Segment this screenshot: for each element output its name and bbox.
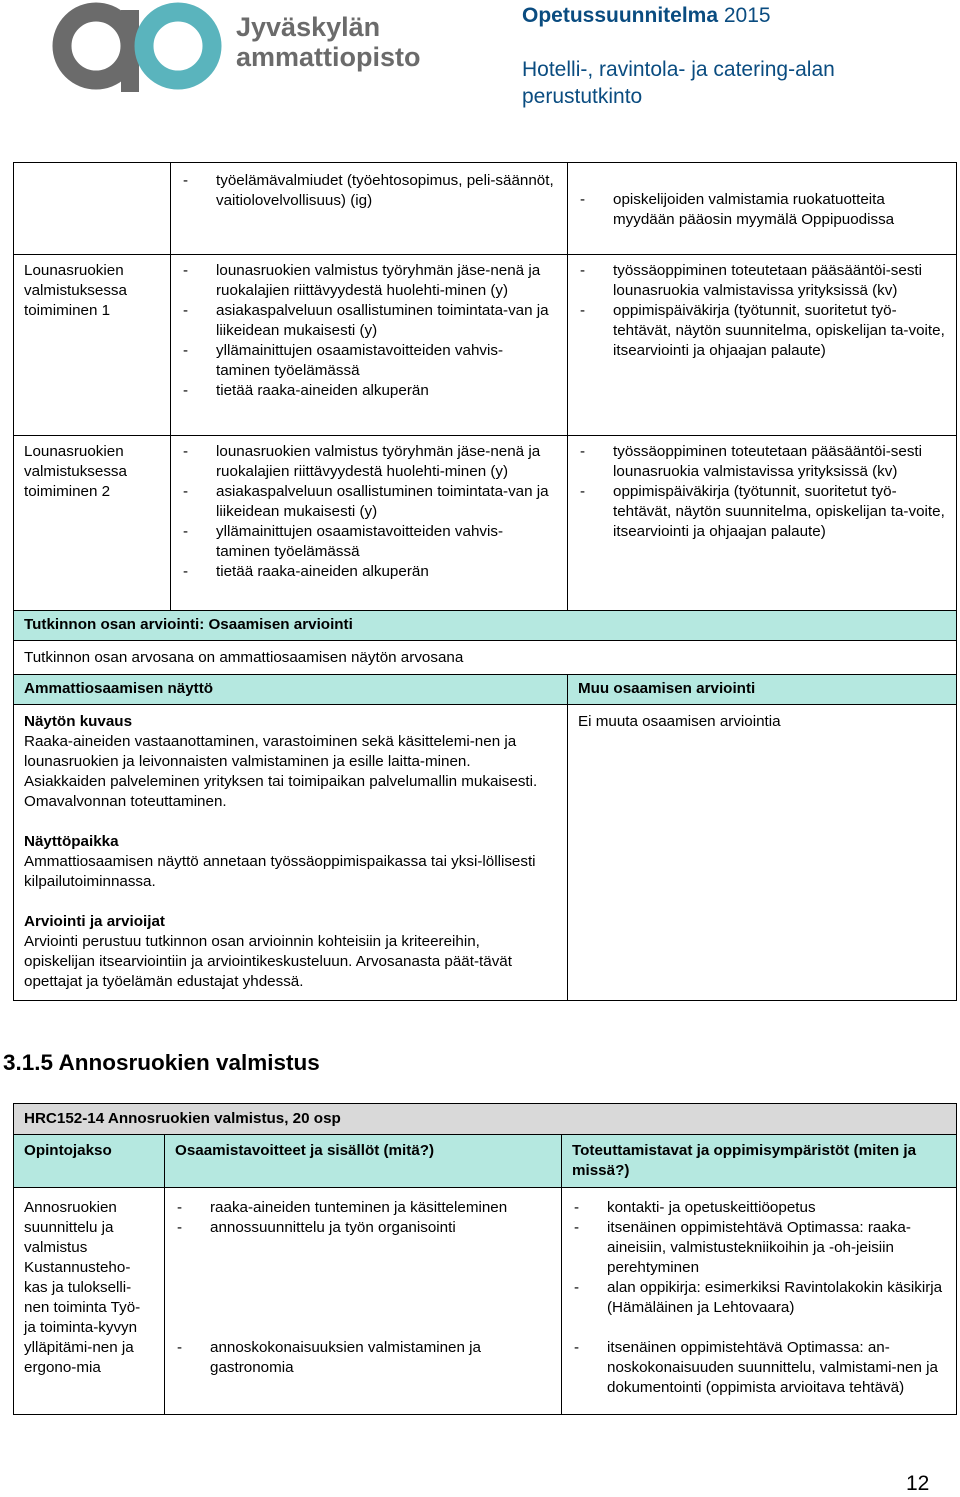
list-item: - raaka-aineiden tunteminen ja käsitteleminen — [175, 1198, 551, 1218]
course-name: Lounasruokien valmistuksessa toimiminen 1 — [14, 255, 171, 436]
method-list — [578, 261, 946, 361]
list-item: - oppimispäiväkirja (työtunnit, suoritetut työ-tehtävät, näytön suunnitelma, opiskelijan ta-voite, itsearviointi ja ohjaajan palaute) — [578, 482, 946, 542]
unit-title: HRC152-14 Annosruokien valmistus, 20 osp — [14, 1104, 957, 1135]
table-row — [14, 436, 957, 611]
header-goals: Osaamistavoitteet ja sisällöt (mitä?) — [165, 1135, 562, 1188]
list-item: - annoskokonaisuuksien valmistaminen ja gastronomia — [175, 1338, 551, 1378]
list-item: - tietää raaka-aineiden alkuperän — [181, 562, 557, 582]
demo-details — [14, 705, 568, 1001]
list-item: - itsenäinen oppimistehtävä Optimassa: an-noskokonaisuuden suunnittelu, valmistami-nen ja dokumentointi (oppimista arvioitava tehtävä) — [572, 1338, 946, 1398]
study-unit-table — [13, 162, 957, 1001]
table-row — [14, 641, 957, 675]
course-name: Lounasruokien valmistuksessa toimiminen 2 — [14, 436, 171, 611]
annosruoka-table — [13, 1103, 957, 1415]
demo-place-text: Ammattiosaamisen näyttö annetaan työssäoppimispaikassa tai yksi-löllisesti kilpailutoiminnassa. — [24, 853, 536, 890]
list-item: - lounasruokien valmistus työryhmän jäse-nenä ja ruokalajien riittävyydestä huolehti-minen (y) — [181, 261, 557, 301]
section-title: 3.1.5 Annosruokien valmistus — [3, 1050, 320, 1075]
logo — [48, 0, 428, 96]
header-opintojakso: Opintojakso — [14, 1135, 165, 1188]
list-item: - annossuunnittelu ja työn organisointi — [175, 1218, 551, 1238]
list-item: - työelämävalmiudet (työehtosopimus, peli-säännöt, vaitiolovelvollisuus) (ig) — [181, 171, 557, 211]
list-item: - yllämainittujen osaamistavoitteiden vahvis-taminen työelämässä — [181, 522, 557, 562]
table-row — [14, 675, 957, 705]
header-methods: Toteuttamistavat ja oppimisympäristöt (miten ja missä?) — [562, 1135, 957, 1188]
grade-note: Tutkinnon osan arvosana on ammattiosaamisen näytön arvosana — [14, 641, 957, 675]
content-list — [181, 261, 557, 401]
list-item: - alan oppikirja: esimerkiksi Ravintolakokin käsikirja (Hämäläinen ja Lehtovaara) — [572, 1278, 946, 1318]
list-item: - yllämainittujen osaamistavoitteiden vahvis-taminen työelämässä — [181, 341, 557, 381]
title-bold: Opetussuunnitelma — [522, 4, 719, 27]
content-list — [181, 171, 557, 211]
demo-place-title: Näyttöpaikka — [24, 833, 119, 850]
list-item: - kontakti- ja opetuskeittiöopetus — [572, 1198, 946, 1218]
demo-desc-title: Näytön kuvaus — [24, 713, 133, 730]
content-list — [181, 442, 557, 582]
logo-text-line2: ammattiopisto — [236, 42, 421, 72]
table-row — [14, 1135, 957, 1188]
list-item: - asiakaspalveluun osallistuminen toimintata-van ja liikeidean mukaisesti (y) — [181, 482, 557, 522]
method-list — [578, 442, 946, 542]
list-item: - lounasruokien valmistus työryhmän jäse-nenä ja ruokalajien riittävyydestä huolehti-minen (y) — [181, 442, 557, 482]
list-item: - tietää raaka-aineiden alkuperän — [181, 381, 557, 401]
assessment-header: Tutkinnon osan arviointi: Osaamisen arviointi — [14, 611, 957, 641]
demo-assess-text: Arviointi perustuu tutkinnon osan arvioinnin kohteisiin ja kriteereihin, opiskelijan itsearviointiin ja arviointikeskusteluun. Arvosanasta päät-tävät opettajat ja työelämän edustajat yhdessä. — [24, 933, 512, 990]
table-row — [14, 255, 957, 436]
content-list — [175, 1198, 551, 1378]
table-row — [14, 1188, 957, 1415]
list-item: - itsenäinen oppimistehtävä Optimassa: raaka-aineisiin, valmistustekniikoihin ja -oh-jeisiin perehtyminen — [572, 1218, 946, 1278]
table-row — [14, 1104, 957, 1135]
table-row — [14, 611, 957, 641]
method-list — [578, 190, 946, 230]
course-name: Annosruokien suunnittelu ja valmistus Kustannusteho-kas ja tulokselli-nen toiminta Työ- ja toiminta-kyvyn ylläpitämi-nen ja ergono-mia — [14, 1188, 165, 1415]
method-list — [572, 1198, 946, 1398]
list-item: - oppimispäiväkirja (työtunnit, suoritetut työ-tehtävät, näytön suunnitelma, opiskelijan ta-voite, itsearviointi ja ohjaajan palaute) — [578, 301, 946, 361]
document-subtitle: Hotelli-, ravintola- ja catering-alan perustutkinto — [522, 58, 835, 108]
title-year: 2015 — [718, 4, 771, 27]
document-title — [522, 4, 771, 28]
page-number: 12 — [906, 1472, 930, 1495]
other-assessment-text: Ei muuta osaamisen arviointia — [568, 705, 957, 1001]
demo-assess-title: Arviointi ja arvioijat — [24, 913, 165, 930]
demo-desc-text1: Raaka-aineiden vastaanottaminen, varastoiminen sekä käsittelemi-nen ja lounasruokien ja leivonnaisten valmistaminen ja esille laitta-minen. — [24, 733, 517, 770]
table-row — [14, 163, 957, 255]
demo-header: Ammattiosaamisen näyttö — [14, 675, 568, 705]
other-assessment-header: Muu osaamisen arviointi — [568, 675, 957, 705]
list-item: - työssäoppiminen toteutetaan pääsääntöi-sesti lounasruokia valmistavissa yrityksissä (kv) — [578, 261, 946, 301]
table-row — [14, 705, 957, 1001]
list-item: - opiskelijoiden valmistamia ruokatuotteita myydään pääosin myymälä Oppipuodissa — [578, 190, 946, 230]
demo-desc-text2: Asiakkaiden palveleminen yrityksen tai toimipaikan palvelumallin mukaisesti. Omavalvonnan toteuttaminen. — [24, 773, 538, 810]
list-item: - asiakaspalveluun osallistuminen toimintata-van ja liikeidean mukaisesti (y) — [181, 301, 557, 341]
logo-text-line1: Jyväskylän — [236, 12, 381, 42]
list-item: - työssäoppiminen toteutetaan pääsääntöi-sesti lounasruokia valmistavissa yrityksissä (kv) — [578, 442, 946, 482]
